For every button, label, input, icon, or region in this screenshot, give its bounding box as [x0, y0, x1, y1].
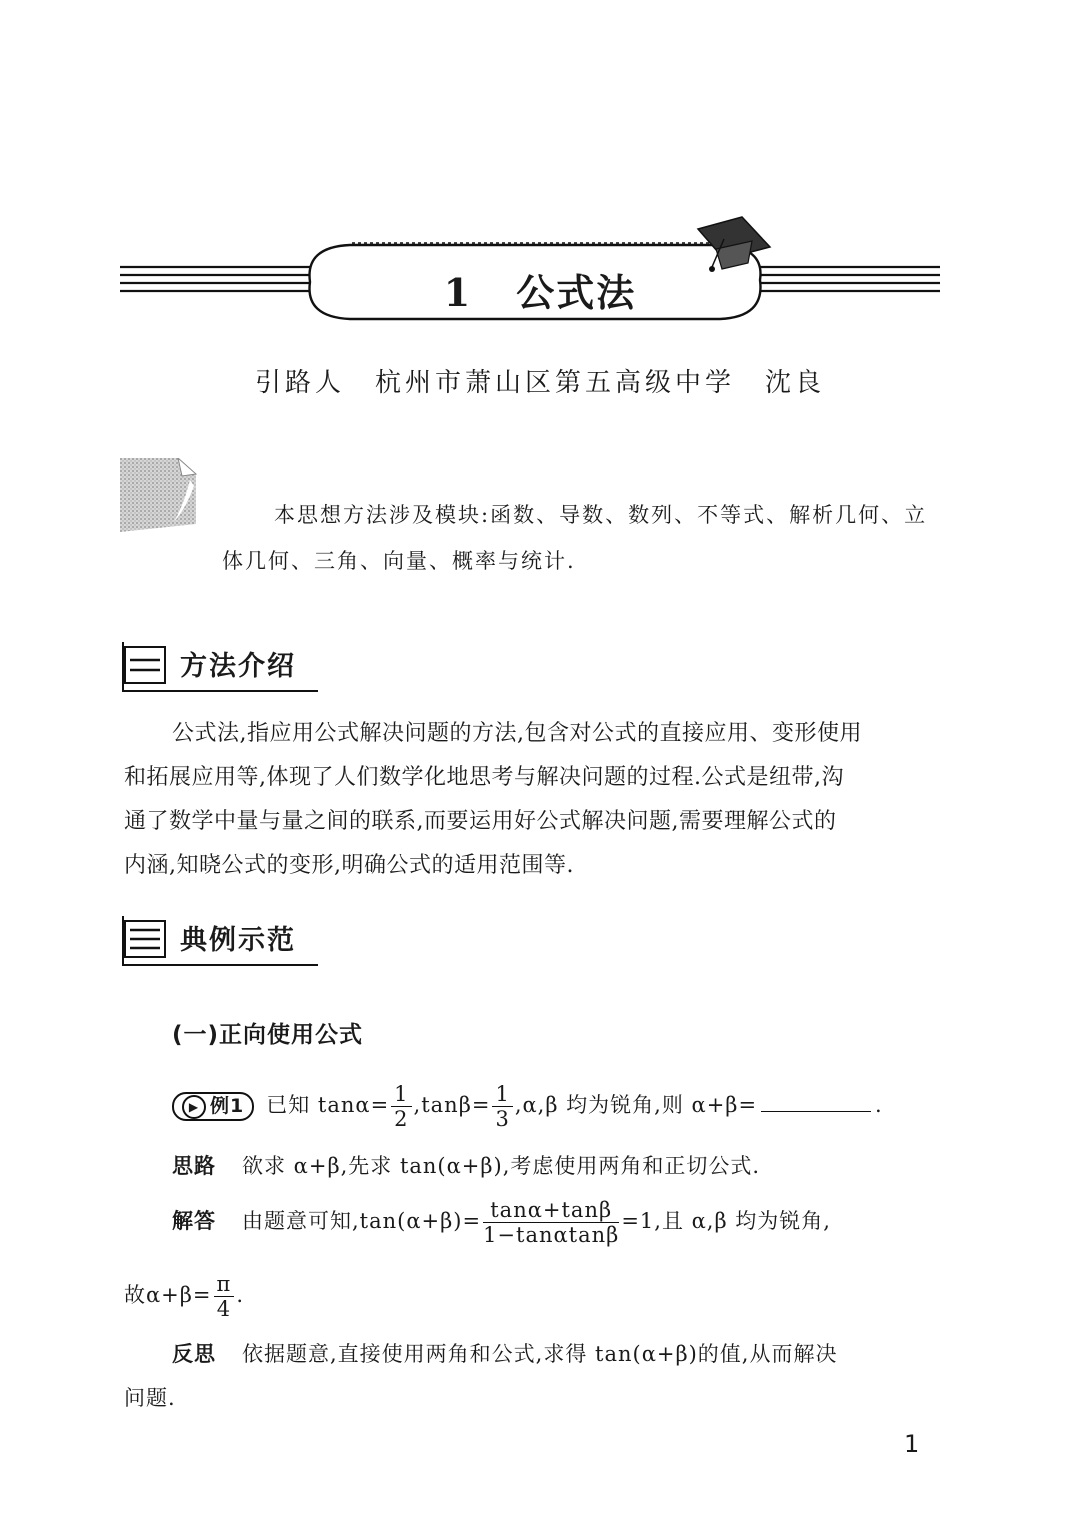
- folded-page-icon: [120, 458, 198, 532]
- answer-line: [172, 1198, 831, 1247]
- modules-line-1: 本思想方法涉及模块:函数、导数、数列、不等式、解析几何、立: [274, 503, 928, 527]
- example-text: 已知 tanα=: [266, 1093, 390, 1117]
- reflection-line: [172, 1338, 838, 1368]
- example-text: ,tanβ=: [413, 1093, 491, 1117]
- subsection-title: (一)正向使用公式: [172, 1022, 364, 1048]
- fraction: $\frac{1}{3}$: [492, 1082, 512, 1131]
- section-two-icon: [124, 920, 166, 958]
- example-1: [172, 1082, 883, 1131]
- section-one-icon: [124, 646, 166, 684]
- reflection-text: 依据题意,直接使用两角和公式,求得 tan(α+β)的值,从而解决: [242, 1342, 838, 1366]
- chapter-name: 公式法: [516, 270, 637, 315]
- author-line: [0, 362, 1080, 399]
- idea-text: 欲求 α+β,先求 tan(α+β),考虑使用两角和正切公式.: [242, 1154, 761, 1178]
- answer-text: 故α+β=: [124, 1283, 212, 1307]
- chapter-number: 1: [443, 270, 473, 315]
- reflection-label: 反思: [172, 1342, 216, 1366]
- tan-sum-fraction: $\frac{\tan\alpha+\tan\beta}{1-\tan\alpha\tan\beta}$: [483, 1198, 620, 1247]
- example-end: .: [875, 1093, 883, 1117]
- example-text: ,α,β 均为锐角,则 α+β=: [514, 1093, 758, 1117]
- section-heading-examples: [122, 916, 318, 966]
- modules-line-2: 体几何、三角、向量、概率与统计.: [222, 549, 576, 573]
- example-badge: ▶ 例1: [172, 1092, 254, 1121]
- idea-label: 思路: [172, 1154, 216, 1178]
- author-name: 沈良: [765, 368, 826, 398]
- fraction: $\frac{1}{2}$: [391, 1082, 411, 1131]
- section-title-examples: 典例示范: [180, 925, 296, 956]
- answer-text: =1,且 α,β 均为锐角,: [621, 1209, 831, 1233]
- answer-label: 解答: [172, 1209, 216, 1233]
- section-heading-method: [122, 642, 318, 692]
- page-number: 1: [904, 1430, 920, 1458]
- paragraph-line: 通了数学中量与量之间的联系,而要运用好公式解决问题,需要理解公式的: [124, 809, 837, 834]
- paragraph-line: 内涵,知晓公式的变形,明确公式的适用范围等.: [124, 853, 574, 878]
- chapter-title: [0, 262, 1080, 317]
- author-school: 杭州市萧山区第五高级中学: [374, 368, 735, 398]
- method-paragraph: [124, 712, 942, 888]
- answer-text: 由题意可知,tan(α+β)=: [242, 1209, 482, 1233]
- pi-fraction: $\frac{\pi}{4}$: [214, 1272, 235, 1321]
- modules-note: [222, 492, 942, 584]
- reflection-line-2: 问题.: [124, 1386, 176, 1410]
- paragraph-line: 和拓展应用等,体现了人们数学化地思考与解决问题的过程.公式是纽带,沟: [124, 765, 844, 790]
- answer-text: .: [236, 1283, 245, 1307]
- play-icon: ▶: [182, 1095, 206, 1119]
- section-title-method: 方法介绍: [180, 651, 296, 682]
- paragraph-line: 公式法,指应用公式解决问题的方法,包含对公式的直接应用、变形使用: [172, 721, 862, 746]
- answer-blank: [761, 1111, 871, 1112]
- answer-line-2: [124, 1272, 244, 1321]
- author-role: 引路人: [254, 368, 345, 398]
- idea-line: [172, 1150, 760, 1180]
